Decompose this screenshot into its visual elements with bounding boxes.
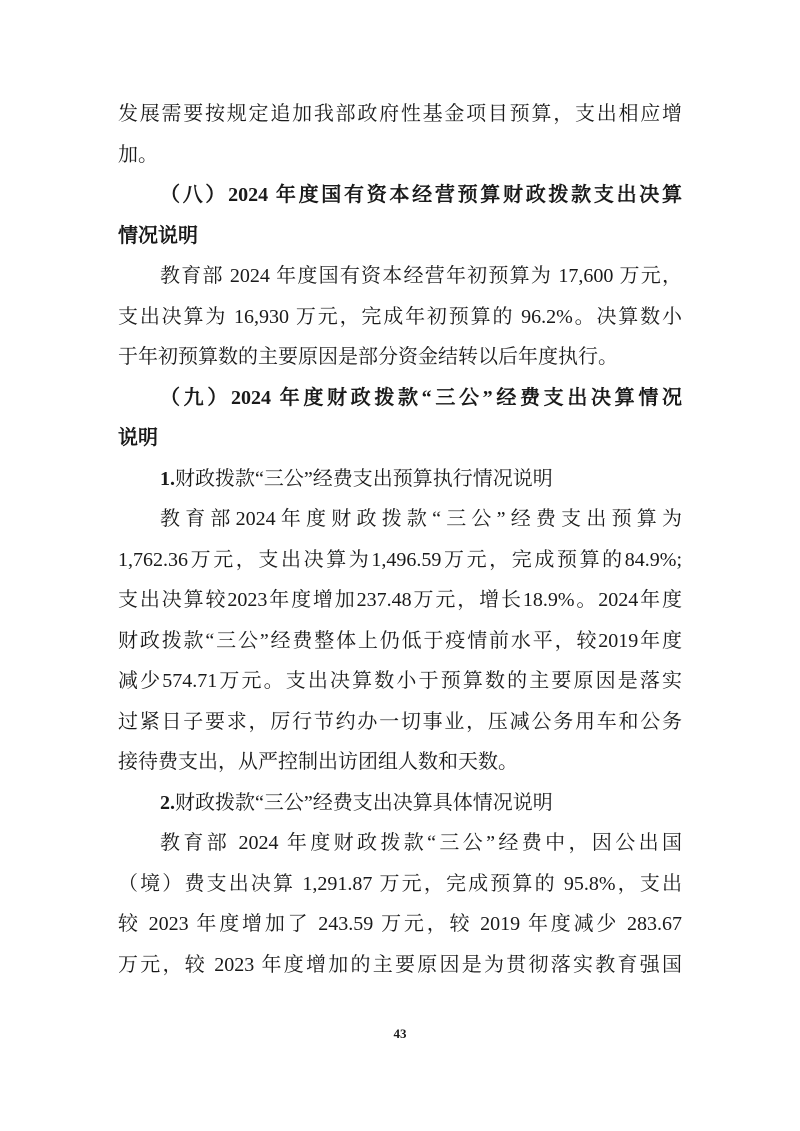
list-number: 1. <box>160 467 175 490</box>
body-text-line: 于年初预算数的主要原因是部分资金结转以后年度执行。 <box>118 346 618 368</box>
list-number: 2. <box>160 791 175 814</box>
document-body <box>118 94 682 985</box>
body-text-line: 过紧日子要求，厉行节约办一切事业，压减公务用车和公务 <box>118 710 682 733</box>
body-text-line: 财政拨款“三公”经费整体上仍低于疫情前水平，较2019年度 <box>118 629 682 652</box>
section-heading-line: （九）2024 年度财政拨款“三公”经费支出决算情况 <box>160 386 682 409</box>
subsection-heading-line: 1.财政拨款“三公”经费支出预算执行情况说明 <box>160 467 553 490</box>
body-text-line: 较 2023 年度增加了 243.59 万元，较 2019 年度减少 283.67 <box>118 913 682 935</box>
subsection-heading-line: 2.财政拨款“三公”经费支出决算具体情况说明 <box>160 791 553 814</box>
body-text-line: 1,762.36万元，支出决算为1,496.59万元，完成预算的84.9%; <box>118 548 682 571</box>
body-text-line: 支出决算为 16,930 万元，完成年初预算的 96.2%。决算数小 <box>118 305 682 328</box>
page-number: 43 <box>393 1026 407 1041</box>
body-text-line: 教育部 2024 年度财政拨款“三公”经费中，因公出国 <box>160 832 682 854</box>
body-text-line: 教育部2024年度财政拨款“三公”经费支出预算为 <box>160 508 682 530</box>
body-text-line: 支出决算较2023年度增加237.48万元，增长18.9%。2024年度 <box>118 589 682 611</box>
body-text-line: 加。 <box>118 143 158 166</box>
section-heading-line: （八）2024 年度国有资本经营预算财政拨款支出决算 <box>160 184 682 206</box>
body-text-line: （境）费支出决算 1,291.87 万元，完成预算的 95.8%，支出 <box>118 872 682 895</box>
body-text-line: 教育部 2024 年度国有资本经营年初预算为 17,600 万元， <box>160 265 682 287</box>
section-heading-line: 说明 <box>118 427 158 449</box>
section-heading-line: 情况说明 <box>118 224 198 247</box>
body-text-line: 减少574.71万元。支出决算数小于预算数的主要原因是落实 <box>118 670 682 692</box>
body-text-line: 万元，较 2023 年度增加的主要原因是为贯彻落实教育强国 <box>118 953 682 976</box>
body-text-line: 接待费支出，从严控制出访团组人数和天数。 <box>118 751 518 773</box>
body-text-line: 发展需要按规定追加我部政府性基金项目预算，支出相应增 <box>118 103 682 125</box>
